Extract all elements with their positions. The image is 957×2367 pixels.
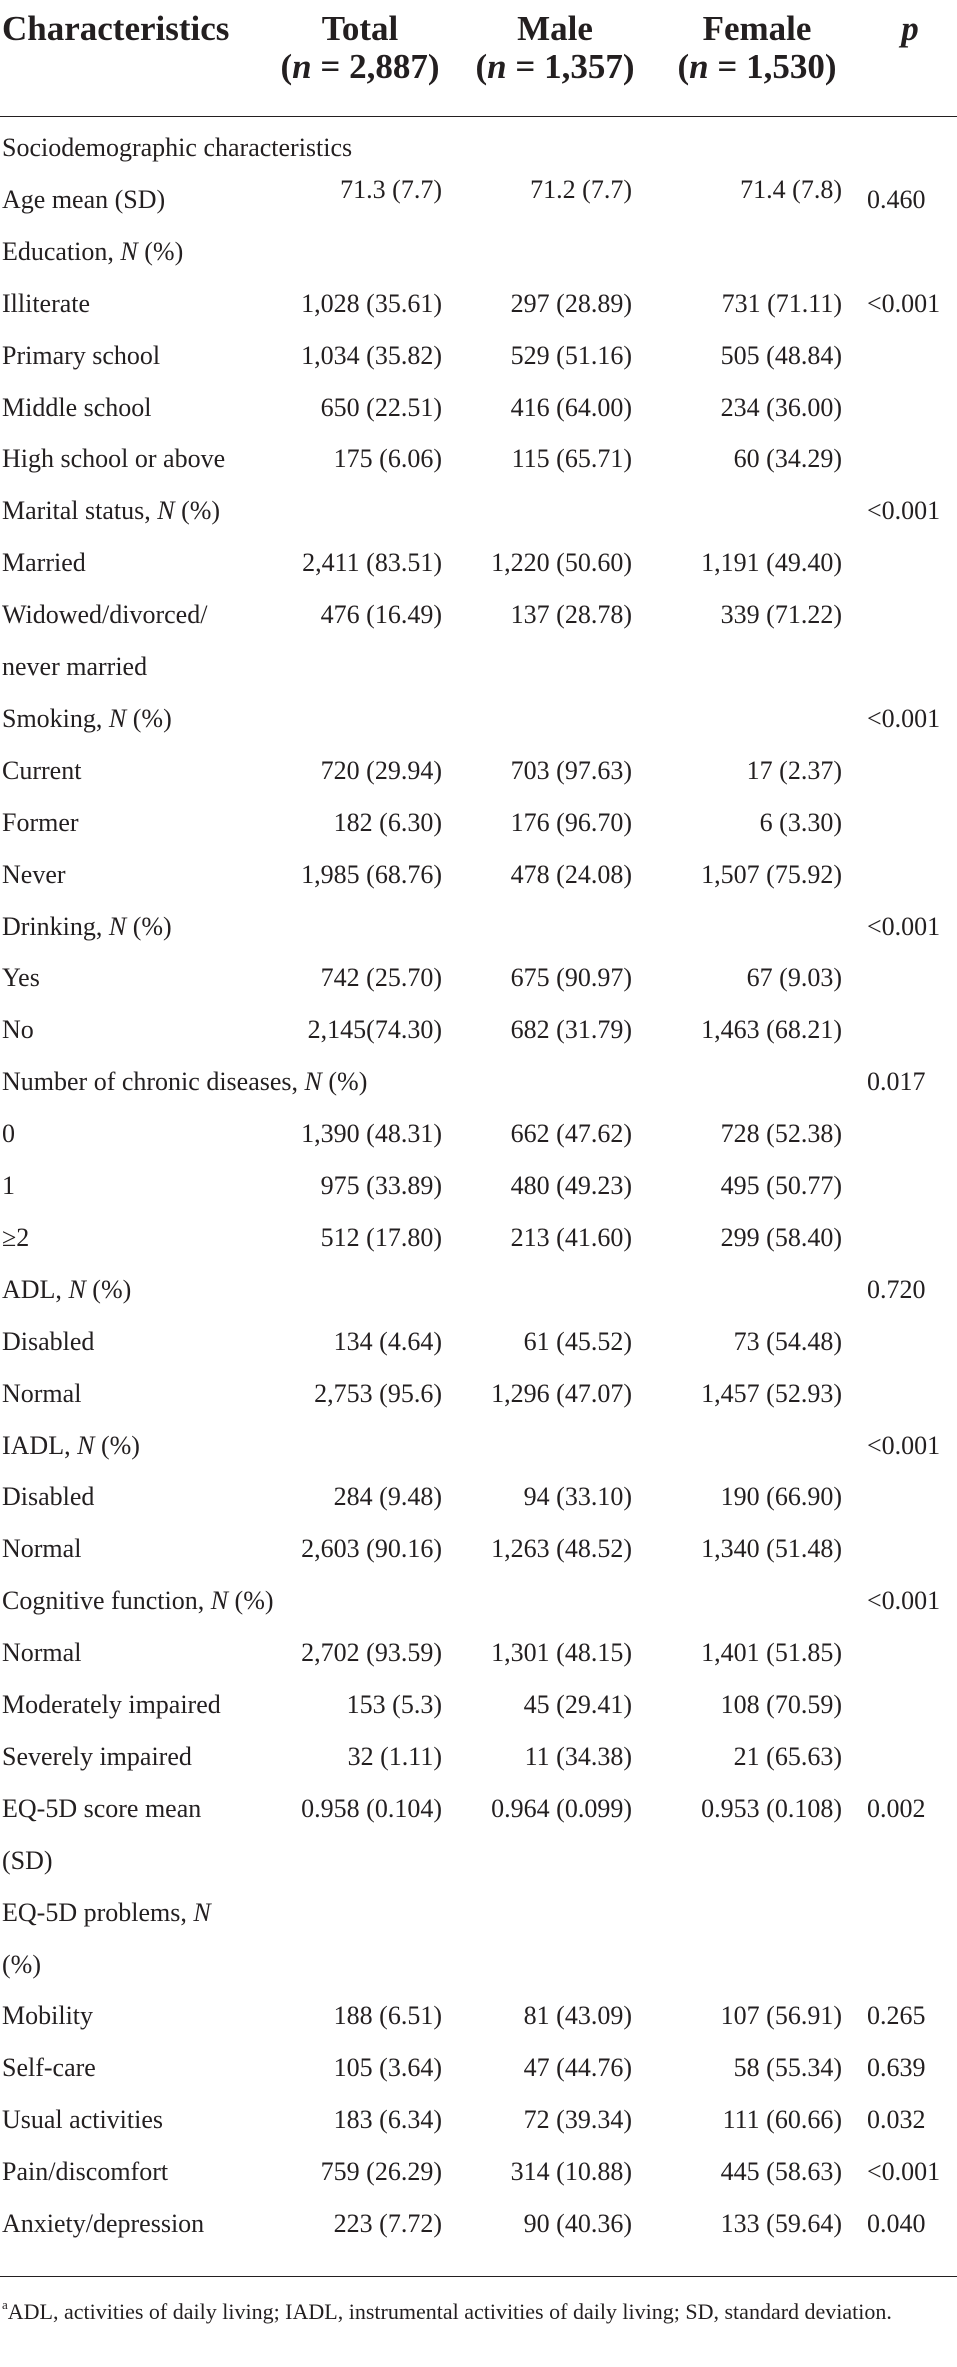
- cell-total: 2,702 (93.59): [301, 1638, 442, 1668]
- cell-male: 11 (34.38): [524, 1741, 632, 1771]
- cell-total: 183 (6.34): [333, 2105, 442, 2135]
- cell-p: 0.032: [867, 2105, 926, 2135]
- cell-female: 73 (54.48): [733, 1326, 842, 1356]
- table-row: [0, 1420, 957, 1472]
- row-label: Normal: [2, 1534, 82, 1564]
- cell-male: 529 (51.16): [510, 340, 632, 370]
- cell-total: 153 (5.3): [346, 1690, 442, 1719]
- header-total-label: Total: [321, 9, 399, 48]
- row-label: never married: [2, 652, 148, 681]
- row-label: Severely impaired: [2, 1741, 192, 1771]
- row-label: ADL, N (%): [2, 1274, 132, 1304]
- table-row: [0, 1212, 957, 1264]
- table-footnote: [2, 2286, 957, 2330]
- table-row: [0, 1783, 957, 1835]
- header-total-n: (n = 2,887): [280, 47, 440, 86]
- cell-female: 67 (9.03): [746, 963, 842, 993]
- table-row: [0, 1887, 957, 1939]
- table-row: [0, 1575, 957, 1627]
- cell-total: 284 (9.48): [333, 1482, 442, 1512]
- table-row: [0, 1056, 957, 1108]
- cell-female: 1,191 (49.40): [701, 548, 842, 578]
- row-label: (%): [2, 1949, 41, 1979]
- cell-total: 1,028 (35.61): [301, 288, 442, 318]
- cell-p: <0.001: [867, 1586, 941, 1616]
- cell-male: 1,296 (47.07): [491, 1378, 632, 1408]
- cell-male: 213 (41.60): [510, 1222, 632, 1252]
- cell-total: 1,985 (68.76): [301, 859, 442, 889]
- cell-p: <0.001: [867, 911, 941, 941]
- cell-female: 71.4 (7.8): [740, 174, 842, 204]
- table-row: [0, 278, 957, 330]
- cell-p: 0.265: [867, 2001, 926, 2031]
- cell-total: 512 (17.80): [320, 1222, 442, 1252]
- table-row: [0, 1939, 957, 1991]
- row-label: Middle school: [2, 392, 152, 422]
- table-row: [0, 2042, 957, 2094]
- footnote-text: ADL, activities of daily living; IADL, instrumental activities of daily living; SD, standard deviation.: [7, 2299, 892, 2324]
- row-label: Former: [2, 807, 79, 837]
- cell-total: 2,603 (90.16): [301, 1534, 442, 1564]
- row-label: Sociodemographic characteristics: [2, 133, 353, 162]
- cell-male: 47 (44.76): [523, 2053, 632, 2083]
- cell-female: 234 (36.00): [720, 392, 842, 422]
- table-row: [0, 849, 957, 901]
- table-row: [0, 1835, 957, 1887]
- row-label: IADL, N (%): [2, 1430, 140, 1460]
- row-label: Pain/discomfort: [2, 2157, 169, 2187]
- header-total: [275, 10, 445, 86]
- row-label: Number of chronic diseases, N (%): [2, 1067, 368, 1097]
- header-male-label: Male: [517, 9, 593, 48]
- table-row: [0, 174, 957, 226]
- row-label: Marital status, N (%): [2, 496, 221, 526]
- cell-total: 759 (26.29): [320, 2157, 442, 2187]
- cell-male: 1,263 (48.52): [491, 1534, 632, 1564]
- table-row: [0, 226, 957, 278]
- cell-female: 17 (2.37): [746, 755, 842, 785]
- cell-total: 32 (1.11): [347, 1741, 442, 1771]
- row-label: Moderately impaired: [2, 1690, 221, 1719]
- cell-total: 2,411 (83.51): [302, 548, 442, 578]
- cell-female: 1,340 (51.48): [701, 1534, 842, 1564]
- cell-p: 0.040: [867, 2209, 926, 2238]
- table-row: [0, 641, 957, 693]
- cell-male: 1,301 (48.15): [491, 1638, 632, 1668]
- table-row: [0, 1316, 957, 1368]
- cell-male: 0.964 (0.099): [491, 1793, 632, 1823]
- row-label: Never: [2, 859, 66, 889]
- cell-female: 1,457 (52.93): [701, 1378, 842, 1408]
- cell-female: 107 (56.91): [720, 2001, 842, 2031]
- cell-p: <0.001: [867, 703, 941, 733]
- row-label: (SD): [2, 1845, 53, 1875]
- row-label: Normal: [2, 1378, 82, 1408]
- row-label: Current: [2, 755, 82, 785]
- cell-male: 1,220 (50.60): [491, 548, 632, 578]
- row-label: Widowed/divorced/: [2, 600, 208, 630]
- cell-total: 71.3 (7.7): [340, 174, 442, 204]
- table-row: [0, 693, 957, 745]
- table-row: [0, 1160, 957, 1212]
- row-label: Disabled: [2, 1326, 95, 1356]
- cell-male: 72 (39.34): [523, 2105, 632, 2135]
- table-row: [0, 1679, 957, 1731]
- table-row: [0, 1004, 957, 1056]
- header-rule: [0, 116, 957, 117]
- cell-male: 71.2 (7.7): [530, 174, 632, 204]
- footnote-marker: a: [2, 2297, 8, 2312]
- header-male-n: (n = 1,357): [475, 47, 635, 86]
- table-row: [0, 330, 957, 382]
- header-male: [470, 10, 640, 86]
- cell-total: 975 (33.89): [320, 1171, 442, 1200]
- cell-total: 188 (6.51): [333, 2001, 442, 2031]
- table-row: [0, 485, 957, 537]
- table-row: [0, 1264, 957, 1316]
- cell-total: 476 (16.49): [320, 600, 442, 630]
- table-row: [0, 952, 957, 1004]
- cell-total: 1,034 (35.82): [301, 340, 442, 370]
- header-characteristics: Characteristics: [2, 9, 230, 48]
- table-header: [0, 0, 957, 114]
- cell-total: 182 (6.30): [333, 807, 442, 837]
- table-row: [0, 1471, 957, 1523]
- table-row: [0, 1731, 957, 1783]
- cell-total: 1,390 (48.31): [301, 1119, 442, 1149]
- table-row: [0, 2146, 957, 2198]
- row-label: 0: [2, 1119, 15, 1149]
- row-label: Primary school: [2, 340, 161, 370]
- row-label: Yes: [2, 963, 40, 993]
- cell-female: 495 (50.77): [720, 1171, 842, 1200]
- header-female: [672, 10, 842, 86]
- cell-total: 105 (3.64): [333, 2053, 442, 2083]
- table-row: [0, 537, 957, 589]
- row-label: High school or above: [2, 444, 226, 474]
- table-row: [0, 2094, 957, 2146]
- table-row: [0, 797, 957, 849]
- cell-male: 480 (49.23): [510, 1171, 632, 1200]
- cell-p: <0.001: [867, 288, 941, 318]
- header-female-n: (n = 1,530): [677, 47, 837, 86]
- row-label: Age mean (SD): [2, 184, 166, 214]
- cell-male: 675 (90.97): [510, 963, 632, 993]
- cell-male: 176 (96.70): [510, 807, 632, 837]
- cell-p: 0.720: [867, 1274, 926, 1304]
- cell-female: 111 (60.66): [722, 2105, 842, 2135]
- row-label: Drinking, N (%): [2, 911, 172, 941]
- cell-male: 81 (43.09): [523, 2001, 632, 2031]
- table-row: [0, 1990, 957, 2042]
- row-label: ≥2: [2, 1222, 30, 1252]
- cell-total: 0.958 (0.104): [301, 1793, 442, 1823]
- cell-male: 478 (24.08): [510, 859, 632, 889]
- cell-female: 58 (55.34): [733, 2053, 842, 2083]
- table-row: [0, 382, 957, 434]
- cell-female: 1,507 (75.92): [701, 859, 842, 889]
- cell-female: 731 (71.11): [721, 288, 842, 318]
- row-label: Self-care: [2, 2053, 96, 2083]
- cell-male: 90 (40.36): [523, 2209, 632, 2238]
- row-label: Smoking, N (%): [2, 703, 172, 733]
- row-label: Disabled: [2, 1482, 95, 1512]
- cell-p: 0.639: [867, 2053, 926, 2083]
- table-row: [0, 2198, 957, 2250]
- cell-p: <0.001: [867, 496, 941, 526]
- row-label: Anxiety/depression: [2, 2209, 205, 2238]
- row-label: Usual activities: [2, 2105, 164, 2135]
- cell-p: <0.001: [867, 1430, 941, 1460]
- cell-total: 223 (7.72): [333, 2209, 442, 2238]
- cell-p: <0.001: [867, 2157, 941, 2187]
- row-label: EQ-5D score mean: [2, 1793, 202, 1823]
- cell-p: 0.460: [867, 184, 926, 214]
- row-label: EQ-5D problems, N: [2, 1897, 211, 1927]
- cell-total: 2,753 (95.6): [314, 1378, 442, 1408]
- cell-male: 662 (47.62): [510, 1119, 632, 1149]
- cell-female: 505 (48.84): [720, 340, 842, 370]
- cell-female: 21 (65.63): [733, 1741, 842, 1771]
- cell-total: 175 (6.06): [333, 444, 442, 474]
- table-row: [0, 1108, 957, 1160]
- cell-male: 115 (65.71): [511, 444, 632, 474]
- cell-female: 190 (66.90): [720, 1482, 842, 1512]
- cell-male: 703 (97.63): [510, 755, 632, 785]
- row-label: No: [2, 1015, 34, 1045]
- cell-male: 137 (28.78): [510, 600, 632, 630]
- cell-total: 134 (4.64): [333, 1326, 442, 1356]
- cell-total: 650 (22.51): [320, 392, 442, 422]
- cell-male: 682 (31.79): [510, 1015, 632, 1045]
- cell-male: 416 (64.00): [510, 392, 632, 422]
- table-row: [0, 745, 957, 797]
- cell-female: 60 (34.29): [733, 444, 842, 474]
- header-p: p: [901, 9, 919, 48]
- row-label: Cognitive function, N (%): [2, 1586, 274, 1616]
- cell-male: 297 (28.89): [510, 288, 632, 318]
- cell-female: 133 (59.64): [720, 2209, 842, 2238]
- cell-p: 0.002: [867, 1793, 926, 1823]
- table-row: [0, 1368, 957, 1420]
- cell-female: 0.953 (0.108): [701, 1793, 842, 1823]
- cell-male: 314 (10.88): [510, 2157, 632, 2187]
- cell-male: 61 (45.52): [523, 1326, 632, 1356]
- table-row: [0, 433, 957, 485]
- row-label: 1: [2, 1171, 15, 1200]
- cell-male: 45 (29.41): [523, 1690, 632, 1719]
- cell-female: 6 (3.30): [759, 807, 842, 837]
- table-row: [0, 901, 957, 953]
- header-female-label: Female: [702, 9, 812, 48]
- cell-female: 1,463 (68.21): [701, 1015, 842, 1045]
- cell-female: 339 (71.22): [720, 600, 842, 630]
- cell-total: 2,145(74.30): [307, 1015, 442, 1045]
- row-label: Mobility: [2, 2001, 94, 2031]
- row-label: Education, N (%): [2, 236, 184, 266]
- cell-female: 1,401 (51.85): [701, 1638, 842, 1668]
- cell-female: 728 (52.38): [720, 1119, 842, 1149]
- cell-female: 299 (58.40): [720, 1222, 842, 1252]
- bottom-rule: [0, 2276, 957, 2277]
- cell-male: 94 (33.10): [523, 1482, 632, 1512]
- cell-female: 445 (58.63): [720, 2157, 842, 2187]
- row-label: Married: [2, 548, 86, 578]
- cell-total: 742 (25.70): [320, 963, 442, 993]
- table-row: [0, 589, 957, 641]
- cell-female: 108 (70.59): [720, 1690, 842, 1719]
- row-label: Normal: [2, 1638, 82, 1668]
- cell-p: 0.017: [867, 1067, 926, 1097]
- row-label: Illiterate: [2, 288, 91, 318]
- table-row: [0, 1627, 957, 1679]
- cell-total: 720 (29.94): [320, 755, 442, 785]
- table-row: [0, 1523, 957, 1575]
